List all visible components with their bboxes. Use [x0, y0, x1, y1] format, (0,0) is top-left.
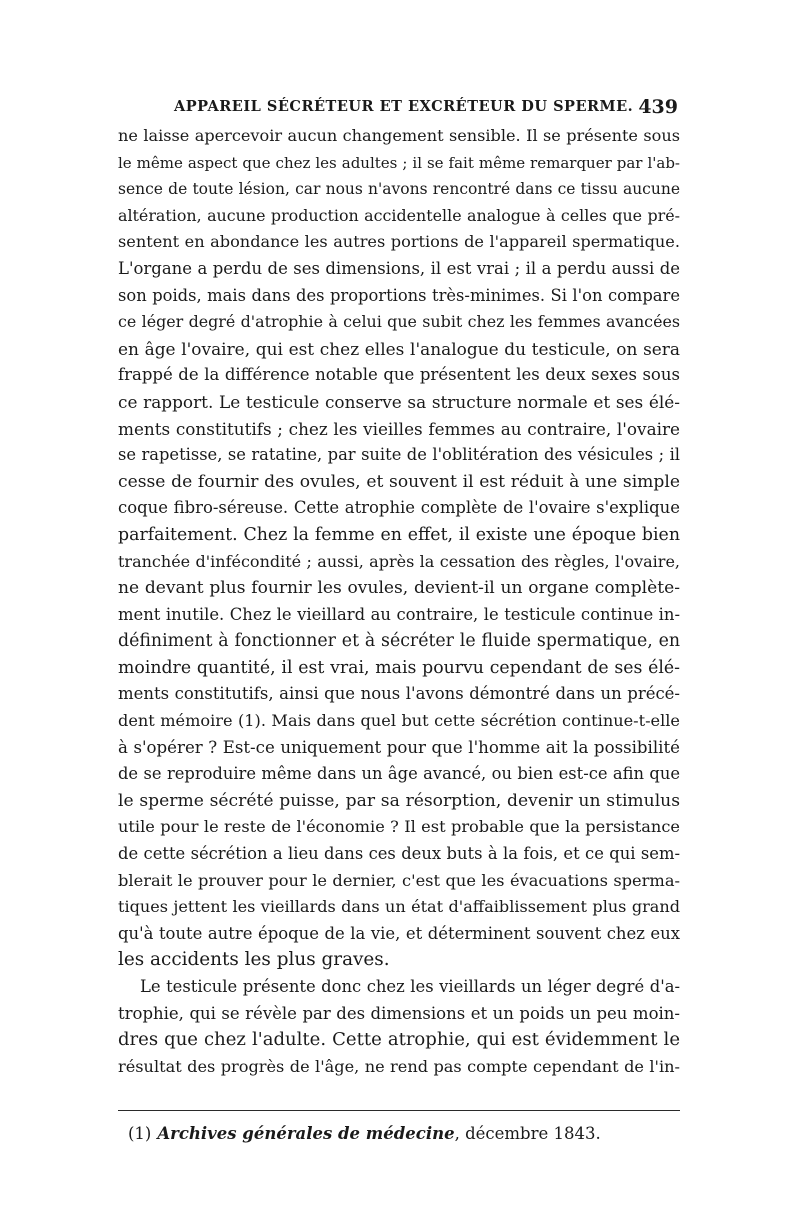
text-line: dres que chez l'adulte. Cette atrophie, qui est évidemment le [118, 1029, 680, 1051]
body-text [118, 123, 680, 1080]
text-line: L'organe a perdu de ses dimensions, il est vrai ; il a perdu aussi de [118, 258, 680, 278]
text-line: tiques jettent les vieillards dans un état d'affaiblissement plus grand [118, 897, 680, 917]
running-title: APPAREIL SÉCRÉTEUR ET EXCRÉTEUR DU SPERME. [174, 98, 634, 115]
text-line: coque fibro-séreuse. Cette atrophie complète de l'ovaire s'explique [118, 498, 680, 518]
text-line: sentent en abondance les autres portions de l'appareil spermatique. [118, 232, 680, 252]
text-line: trophie, qui se révèle par des dimensions et un poids un peu moin- [118, 1003, 680, 1023]
footnote-marker: (1) [128, 1124, 152, 1143]
text-line: cesse de fournir des ovules, et souvent il est réduit à une simple [118, 471, 680, 492]
text-line: le même aspect que chez les adultes ; il se fait même remarquer par l'ab- [118, 153, 680, 172]
text-line: ne devant plus fournir les ovules, devient-il un organe complète- [118, 578, 680, 599]
text-line: de se reproduire même dans un âge avancé, ou bien est-ce afin que [118, 764, 680, 784]
text-line: blerait le prouver pour le dernier, c'est que les évacuations sperma- [118, 870, 680, 890]
text-line: les accidents les plus graves. [118, 949, 390, 971]
text-line: ne laisse apercevoir aucun changement sensible. Il se présente sous [118, 126, 680, 145]
page-number: 439 [638, 96, 678, 118]
text-line: ments constitutifs, ainsi que nous l'avons démontré dans un précé- [118, 684, 680, 704]
text-line: de cette sécrétion a lieu dans ces deux buts à la fois, et ce qui sem- [118, 844, 680, 864]
text-line: le sperme sécrété puisse, par sa résorption, devenir un stimulus [118, 790, 680, 811]
text-line: ce rapport. Le testicule conserve sa structure normale et ses élé- [118, 391, 680, 412]
text-line: ments constitutifs ; chez les vieilles femmes au contraire, l'ovaire [118, 418, 680, 439]
footnote-date: , décembre 1843. [454, 1124, 601, 1143]
text-line: ment inutile. Chez le vieillard au contraire, le testicule continue in- [118, 604, 680, 624]
text-line: en âge l'ovaire, qui est chez elles l'analogue du testicule, on sera [118, 338, 680, 359]
text-line: utile pour le reste de l'économie ? Il est probable que la persistance [118, 817, 680, 837]
text-line: se rapetisse, se ratatine, par suite de l'oblitération des vésicules ; il [118, 445, 680, 465]
text-line: à s'opérer ? Est-ce uniquement pour que l'homme ait la possibilité [118, 737, 680, 757]
text-line: son poids, mais dans des proportions très-minimes. Si l'on compare [118, 285, 680, 305]
text-line: sence de toute lésion, car nous n'avons rencontré dans ce tissu aucune [118, 180, 680, 199]
text-line: tranchée d'infécondité ; aussi, après la cessation des règles, l'ovaire, [118, 551, 680, 571]
footnote [128, 1124, 601, 1143]
text-line: altération, aucune production accidentelle analogue à celles que pré- [118, 205, 680, 225]
text-line: résultat des progrès de l'âge, ne rend pas compte cependant de l'in- [118, 1056, 680, 1076]
running-head [118, 98, 678, 122]
text-line: dent mémoire (1). Mais dans quel but cette sécrétion continue-t-elle [118, 711, 680, 731]
text-line: Le testicule présente donc chez les vieillards un léger degré d'a- [140, 977, 680, 996]
text-line: définiment à fonctionner et à sécréter le fluide spermatique, en [118, 631, 680, 652]
text-line: ce léger degré d'atrophie à celui que subit chez les femmes avancées [118, 312, 680, 332]
footnote-journal: Archives générales de médecine [157, 1124, 455, 1143]
footnote-rule [118, 1110, 680, 1111]
text-line: frappé de la différence notable que présentent les deux sexes sous [118, 365, 680, 385]
text-line: qu'à toute autre époque de la vie, et déterminent souvent chez eux [118, 923, 680, 943]
text-line: moindre quantité, il est vrai, mais pourvu cependant de ses élé- [118, 657, 680, 678]
text-line: parfaitement. Chez la femme en effet, il existe une époque bien [118, 524, 680, 545]
